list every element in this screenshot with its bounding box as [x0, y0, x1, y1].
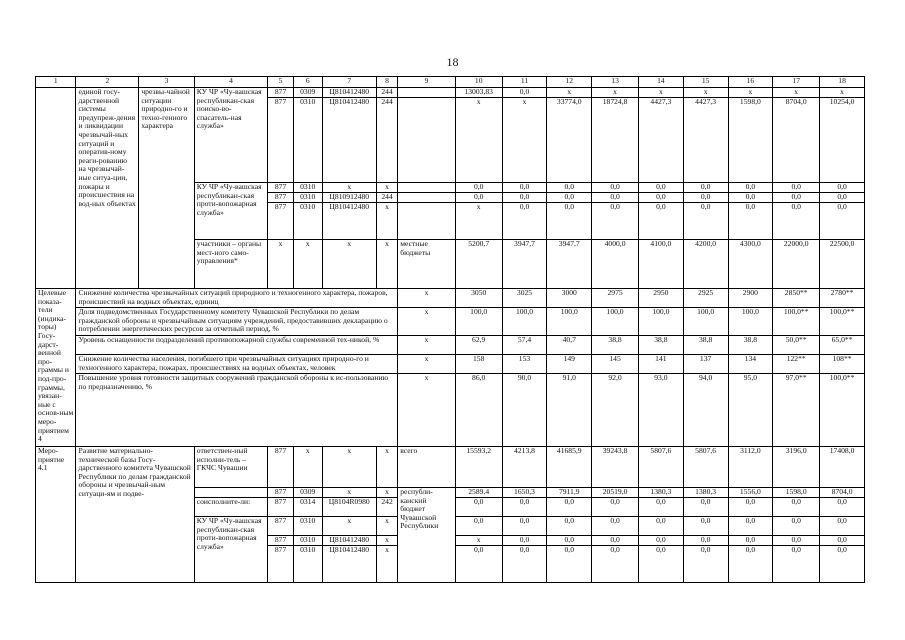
value-cell: 1650,3 [502, 488, 547, 498]
indicator-value: 50,0** [773, 336, 820, 355]
value-cell: 0,0 [728, 193, 773, 203]
indicator-text: Повышение уровня готовности защитных сооружений гражданской обороны к ис-пользованию по предназначению, % [76, 374, 398, 447]
value-cell: 0,0 [547, 203, 592, 240]
value-cell: 22500,0 [820, 240, 865, 289]
value-cell: 0,0 [592, 498, 639, 517]
column-number: 13 [592, 77, 639, 88]
value-cell: 4427,3 [639, 98, 684, 183]
value-cell: 4300,0 [728, 240, 773, 289]
value-cell: 8704,0 [773, 98, 820, 183]
executor-empty [194, 488, 268, 498]
value-cell: 244 [376, 98, 397, 183]
value-cell: 5807,6 [683, 447, 728, 488]
value-cell: x [547, 88, 592, 98]
value-cell: 244 [376, 193, 397, 203]
executor: КУ ЧР «Чу-вашская республикан-ская проти-вопожарная служба» [194, 183, 268, 240]
value-cell: x [502, 98, 547, 183]
value-cell: 877 [268, 203, 294, 240]
indicator-value: 92,0 [592, 374, 639, 447]
value-cell: 0,0 [502, 203, 547, 240]
value-cell: 0310 [293, 536, 322, 546]
indicator-unit: x [398, 308, 456, 336]
value-cell: 5807,6 [639, 447, 684, 488]
value-cell: 877 [268, 546, 294, 583]
value-cell: 877 [268, 488, 294, 498]
funding-source [398, 98, 456, 183]
indicator-value: 38,8 [728, 336, 773, 355]
indicator-value: 40,7 [547, 336, 592, 355]
funding-source: всего [398, 447, 456, 488]
indicator-value: 93,0 [639, 374, 684, 447]
value-cell: 0,0 [773, 203, 820, 240]
column-number: 3 [139, 77, 194, 88]
column-number: 7 [322, 77, 376, 88]
indicator-value: 3000 [547, 289, 592, 308]
indicator-value: 141 [639, 355, 684, 374]
value-cell: 10254,0 [820, 98, 865, 183]
table-row [36, 308, 865, 336]
value-cell: x [293, 447, 322, 488]
value-cell: Ц810412480 [322, 536, 376, 546]
value-cell: 0314 [293, 498, 322, 517]
value-cell: 0,0 [639, 546, 684, 583]
value-cell: 1598,0 [773, 488, 820, 498]
value-cell: 0,0 [502, 183, 547, 193]
value-cell: 0,0 [820, 193, 865, 203]
value-cell: x [376, 183, 397, 193]
indicator-value: 100,0** [820, 374, 865, 447]
value-cell: 4000,0 [592, 240, 639, 289]
value-cell: 877 [268, 447, 294, 488]
value-cell: 3947,7 [502, 240, 547, 289]
column-number: 11 [502, 77, 547, 88]
funding-source [398, 88, 456, 98]
value-cell: x [322, 240, 376, 289]
value-cell: x [376, 240, 397, 289]
value-cell: 0,0 [820, 183, 865, 193]
value-cell: 0,0 [820, 536, 865, 546]
indicator-text: Уровень оснащенности подразделений противопожарной службы современной тех-никой, % [76, 336, 398, 355]
value-cell: 0,0 [547, 546, 592, 583]
executor: участники – органы мест-ного само-управления* [194, 240, 268, 289]
value-cell: 4213,8 [502, 447, 547, 488]
funding-source [398, 183, 456, 193]
value-cell: 39243,8 [592, 447, 639, 488]
value-cell: x [322, 447, 376, 488]
executor: соисполните-ли: [194, 498, 268, 517]
value-cell: 0,0 [683, 546, 728, 583]
value-cell: x [376, 536, 397, 546]
value-cell: 0,0 [455, 498, 502, 517]
column-number: 14 [639, 77, 684, 88]
value-cell: x [455, 98, 502, 183]
value-cell: 0,0 [728, 183, 773, 193]
value-cell: x [322, 488, 376, 498]
value-cell: 0,0 [728, 498, 773, 517]
value-cell: x [592, 88, 639, 98]
indicator-value: 2900 [728, 289, 773, 308]
target-label: Целевые показа-тели (индика-торы) Госу-дарст-венной про-граммы и под-про-граммы, увязан-ные с основ-ным меро-приятием 4 [36, 289, 76, 447]
indicator-unit: x [398, 289, 456, 308]
column-number: 15 [683, 77, 728, 88]
indicator-value: 91,0 [547, 374, 592, 447]
column-number: 2 [76, 77, 139, 88]
value-cell: 0,0 [728, 203, 773, 240]
value-cell: 4427,3 [683, 98, 728, 183]
value-cell: x [728, 88, 773, 98]
value-cell: 0,0 [639, 517, 684, 536]
value-cell: 1556,0 [728, 488, 773, 498]
page-number: 18 [446, 55, 459, 69]
column-number: 6 [293, 77, 322, 88]
value-cell: 0,0 [820, 498, 865, 517]
value-cell: 0,0 [639, 203, 684, 240]
value-cell: Ц810412480 [322, 98, 376, 183]
table-row [36, 447, 865, 488]
value-cell: x [376, 447, 397, 488]
value-cell: 244 [376, 88, 397, 98]
value-cell: x [376, 488, 397, 498]
value-cell: 0,0 [728, 536, 773, 546]
table-row [36, 289, 865, 308]
indicator-value: 100,0 [728, 308, 773, 336]
executor: КУ ЧР «Чу-вашская республикан-ская поиско-во-спасатель-ная служба» [194, 88, 268, 183]
value-cell: 15593,2 [455, 447, 502, 488]
value-cell: 0310 [293, 193, 322, 203]
value-cell: Ц810412480 [322, 88, 376, 98]
value-cell: 0,0 [547, 193, 592, 203]
value-cell: 877 [268, 498, 294, 517]
value-cell: 0,0 [639, 536, 684, 546]
value-cell: 3196,0 [773, 447, 820, 488]
value-cell: x [773, 88, 820, 98]
value-cell: x [820, 88, 865, 98]
indicator-value: 149 [547, 355, 592, 374]
value-cell: x [683, 88, 728, 98]
value-cell: 0,0 [683, 517, 728, 536]
indicator-value: 2950 [639, 289, 684, 308]
value-cell: 13003,83 [455, 88, 502, 98]
indicator-value: 62,9 [455, 336, 502, 355]
value-cell: 0310 [293, 546, 322, 583]
value-cell: Ц8104R0980 [322, 498, 376, 517]
value-cell: 1380,3 [683, 488, 728, 498]
indicator-value: 134 [728, 355, 773, 374]
value-cell: Ц810912480 [322, 193, 376, 203]
measure-number: Меро-приятие 4.1 [36, 447, 76, 583]
indicator-value: 100,0 [547, 308, 592, 336]
indicator-value: 38,8 [639, 336, 684, 355]
indicator-value: 100,0 [502, 308, 547, 336]
value-cell: 0,0 [773, 183, 820, 193]
indicator-value: 100,0 [592, 308, 639, 336]
indicator-value: 2780** [820, 289, 865, 308]
value-cell: 0,0 [502, 536, 547, 546]
indicator-unit: x [398, 374, 456, 447]
value-cell: 0,0 [639, 498, 684, 517]
value-cell: 0,0 [547, 183, 592, 193]
value-cell: 0,0 [502, 517, 547, 536]
value-cell: 0310 [293, 517, 322, 536]
value-cell: 0,0 [773, 498, 820, 517]
value-cell: 0,0 [683, 193, 728, 203]
indicator-value: 97,0** [773, 374, 820, 447]
column-number: 16 [728, 77, 773, 88]
value-cell: 877 [268, 98, 294, 183]
budget-table [35, 76, 865, 583]
indicator-value: 86,0 [455, 374, 502, 447]
indicator-unit: x [398, 355, 456, 374]
value-cell: Ц810412480 [322, 203, 376, 240]
measure-name: единой госу-дарственной системы предупреж-дения и ликвидации чрезвычай-ных ситуаций и оператив-ному реаги-рованию на чрезвычай-ные ситуа-ции, пожары и происшествия на вод-ных объектах [76, 88, 139, 289]
value-cell: 0,0 [728, 546, 773, 583]
column-number: 18 [820, 77, 865, 88]
table-row [36, 77, 865, 88]
value-cell: 0,0 [820, 203, 865, 240]
indicator-value: 3025 [502, 289, 547, 308]
value-cell: 4100,0 [639, 240, 684, 289]
column-number: 9 [398, 77, 456, 88]
value-cell: 8704,0 [820, 488, 865, 498]
value-cell: 0,0 [683, 183, 728, 193]
indicator-unit: x [398, 336, 456, 355]
column-number: 8 [376, 77, 397, 88]
table-row [36, 88, 865, 98]
indicator-value: 94,0 [683, 374, 728, 447]
table-row [36, 374, 865, 447]
value-cell: 877 [268, 536, 294, 546]
value-cell: 0,0 [502, 193, 547, 203]
value-cell: 0,0 [773, 536, 820, 546]
value-cell: 0,0 [683, 536, 728, 546]
column-number: 1 [36, 77, 76, 88]
value-cell: 22000,0 [773, 240, 820, 289]
value-cell: 1380,3 [639, 488, 684, 498]
value-cell: 0,0 [455, 546, 502, 583]
value-cell: x [639, 88, 684, 98]
value-cell: 0,0 [547, 517, 592, 536]
value-cell: x [455, 203, 502, 240]
value-cell: 0309 [293, 88, 322, 98]
value-cell: 0310 [293, 183, 322, 193]
value-cell: 0309 [293, 488, 322, 498]
indicator-value: 108** [820, 355, 865, 374]
value-cell: x [293, 240, 322, 289]
value-cell: 4200,0 [683, 240, 728, 289]
value-cell: 0,0 [592, 193, 639, 203]
value-cell: 20519,0 [592, 488, 639, 498]
indicator-value: 100,0 [683, 308, 728, 336]
executor: КУ ЧР «Чу-вашская республикан-ская проти-вопожарная служба» [194, 517, 268, 583]
indicator-value: 57,4 [502, 336, 547, 355]
col1-empty [36, 88, 76, 289]
measure-name-cont: чрезвы-чайной ситуации природно-го и техно-генного характера [139, 88, 194, 289]
value-cell: 0,0 [502, 88, 547, 98]
value-cell: x [376, 546, 397, 583]
funding-source [398, 193, 456, 203]
column-number: 10 [455, 77, 502, 88]
indicator-value: 137 [683, 355, 728, 374]
value-cell: 0,0 [639, 193, 684, 203]
value-cell: 877 [268, 183, 294, 193]
funding-source [398, 203, 456, 240]
value-cell: 0,0 [683, 498, 728, 517]
column-number: 5 [268, 77, 294, 88]
value-cell: 0310 [293, 98, 322, 183]
indicator-value: 90,0 [502, 374, 547, 447]
value-cell: 0,0 [639, 183, 684, 193]
value-cell: 0,0 [455, 517, 502, 536]
value-cell: Ц810412480 [322, 546, 376, 583]
value-cell: 0,0 [592, 203, 639, 240]
indicator-value: 65,0** [820, 336, 865, 355]
value-cell: 0,0 [820, 546, 865, 583]
value-cell: 3947,7 [547, 240, 592, 289]
value-cell: 0,0 [502, 546, 547, 583]
indicator-value: 100,0 [639, 308, 684, 336]
value-cell: 41685,9 [547, 447, 592, 488]
indicator-value: 153 [502, 355, 547, 374]
executor: ответствен-ный исполни-тель – ГКЧС Чувашии [194, 447, 268, 488]
value-cell: 0,0 [455, 193, 502, 203]
value-cell: x [322, 517, 376, 536]
value-cell: 7911,9 [547, 488, 592, 498]
value-cell: 242 [376, 498, 397, 517]
column-number: 4 [194, 77, 268, 88]
value-cell: 0,0 [547, 536, 592, 546]
indicator-value: 158 [455, 355, 502, 374]
value-cell: 877 [268, 88, 294, 98]
table-row [36, 336, 865, 355]
funding-source: местные бюджеты [398, 240, 456, 289]
value-cell: x [376, 517, 397, 536]
value-cell: 0,0 [773, 546, 820, 583]
value-cell: 0,0 [455, 183, 502, 193]
value-cell: 0,0 [728, 517, 773, 536]
indicator-value: 38,8 [592, 336, 639, 355]
value-cell: x [376, 203, 397, 240]
indicator-value: 100,0** [773, 308, 820, 336]
indicator-value: 100,0** [820, 308, 865, 336]
column-number: 12 [547, 77, 592, 88]
value-cell: 0,0 [592, 183, 639, 193]
value-cell: 0310 [293, 203, 322, 240]
value-cell: x [322, 183, 376, 193]
value-cell: 2589,4 [455, 488, 502, 498]
funding-source: республи-канский бюджет Чувашской Республики [398, 488, 456, 583]
value-cell: 0,0 [683, 203, 728, 240]
column-number: 17 [773, 77, 820, 88]
indicator-value: 2925 [683, 289, 728, 308]
indicator-value: 100,0 [455, 308, 502, 336]
indicator-value: 145 [592, 355, 639, 374]
value-cell: 33774,0 [547, 98, 592, 183]
value-cell: 0,0 [773, 517, 820, 536]
value-cell: 0,0 [592, 517, 639, 536]
indicator-text: Снижение количества чрезвычайных ситуаций природного и техногенного характера, пожаров, происшествий на водных объектах, единиц [76, 289, 398, 308]
indicator-value: 95,0 [728, 374, 773, 447]
table-row [36, 355, 865, 374]
indicator-value: 2975 [592, 289, 639, 308]
indicator-value: 2850** [773, 289, 820, 308]
indicator-value: 122** [773, 355, 820, 374]
value-cell: 5200,7 [455, 240, 502, 289]
value-cell: 17408,0 [820, 447, 865, 488]
measure-name: Развитие материально-технической базы Госу-дарственного комитета Чувашской Республики по делам гражданской обороны и чрезвычай-ным ситуаци-ям и подве- [76, 447, 194, 583]
value-cell: x [268, 240, 294, 289]
value-cell: 0,0 [592, 536, 639, 546]
value-cell: 0,0 [502, 498, 547, 517]
indicator-text: Снижение количества населения, погибшего при чрезвычайных ситуациях природно-го и техногенного характера, пожарах, происшествиях на водных объектах, человек [76, 355, 398, 374]
indicator-value: 38,8 [683, 336, 728, 355]
value-cell: 877 [268, 517, 294, 536]
value-cell: x [455, 536, 502, 546]
value-cell: 18724,8 [592, 98, 639, 183]
value-cell: 3112,0 [728, 447, 773, 488]
value-cell: 0,0 [773, 193, 820, 203]
value-cell: 877 [268, 193, 294, 203]
value-cell: 0,0 [820, 517, 865, 536]
value-cell: 1598,0 [728, 98, 773, 183]
indicator-value: 3050 [455, 289, 502, 308]
value-cell: 0,0 [592, 546, 639, 583]
value-cell: 0,0 [547, 498, 592, 517]
indicator-text: Доля подведомственных Государственному комитету Чувашской Республики по делам гражданской обороны и чрезвычайным ситуациям учреждений, предоставивших декларацию о потреблении энергетических ресурсов за отчетный период, % [76, 308, 398, 336]
